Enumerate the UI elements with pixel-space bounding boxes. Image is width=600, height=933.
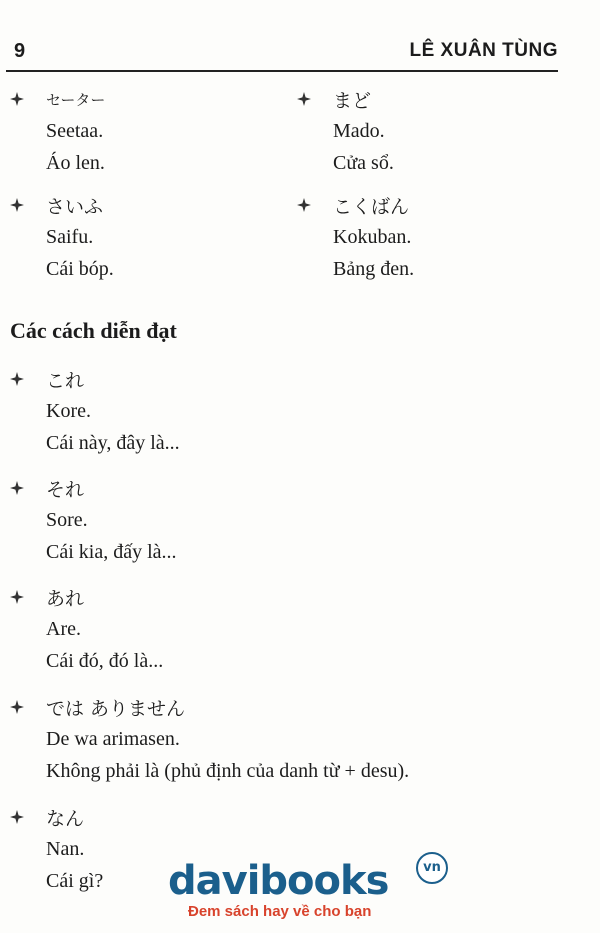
vocab-romaji: Kokuban. xyxy=(333,226,412,248)
diamond-bullet-icon xyxy=(10,810,24,824)
expression-japanese: あれ xyxy=(46,588,85,610)
vocab-japanese: まど xyxy=(333,90,372,112)
vocab-romaji: Mado. xyxy=(333,120,385,142)
expression-romaji: Are. xyxy=(46,618,81,640)
expression-romaji: De wa arimasen. xyxy=(46,728,180,750)
vocab-meaning: Cái bóp. xyxy=(46,258,114,280)
diamond-bullet-icon xyxy=(10,590,24,604)
vocab-romaji: Saifu. xyxy=(46,226,94,248)
diamond-bullet-icon xyxy=(10,92,24,106)
author-name: LÊ XUÂN TÙNG xyxy=(409,40,558,61)
expression-romaji: Sore. xyxy=(46,509,88,531)
page-number: 9 xyxy=(14,40,26,62)
expression-japanese: では ありません xyxy=(46,698,186,720)
watermark-brand: davibooks xyxy=(168,858,389,904)
diamond-bullet-icon xyxy=(10,372,24,386)
vocab-japanese: セーター xyxy=(46,91,106,109)
davibooks-watermark xyxy=(168,858,468,928)
section-title: Các cách diễn đạt xyxy=(10,318,177,343)
diamond-bullet-icon xyxy=(10,481,24,495)
vocab-japanese: さいふ xyxy=(46,196,104,218)
diamond-bullet-icon xyxy=(10,700,24,714)
vocab-romaji: Seetaa. xyxy=(46,120,104,142)
expression-meaning: Cái đó, đó là... xyxy=(46,650,164,672)
expression-meaning: Cái kia, đấy là... xyxy=(46,541,177,563)
expression-japanese: なん xyxy=(46,808,85,830)
diamond-bullet-icon xyxy=(297,92,311,106)
diamond-bullet-icon xyxy=(10,198,24,212)
watermark-tagline: Đem sách hay về cho bạn xyxy=(188,903,372,920)
vocab-meaning: Áo len. xyxy=(46,152,105,174)
expression-meaning: Không phải là (phủ định của danh từ + desu). xyxy=(46,760,410,782)
expression-japanese: それ xyxy=(46,479,85,501)
expression-japanese: これ xyxy=(46,370,85,392)
page-header xyxy=(14,40,558,70)
expression-meaning: Cái gì? xyxy=(46,870,104,892)
vocab-meaning: Cửa sổ. xyxy=(333,152,394,174)
expression-romaji: Kore. xyxy=(46,400,91,422)
vocab-meaning: Bảng đen. xyxy=(333,258,415,280)
expression-romaji: Nan. xyxy=(46,838,85,860)
watermark-badge: vn xyxy=(416,852,448,884)
expression-meaning: Cái này, đây là... xyxy=(46,432,180,454)
vocab-japanese: こくばん xyxy=(333,196,410,218)
header-rule xyxy=(6,70,558,72)
diamond-bullet-icon xyxy=(297,198,311,212)
